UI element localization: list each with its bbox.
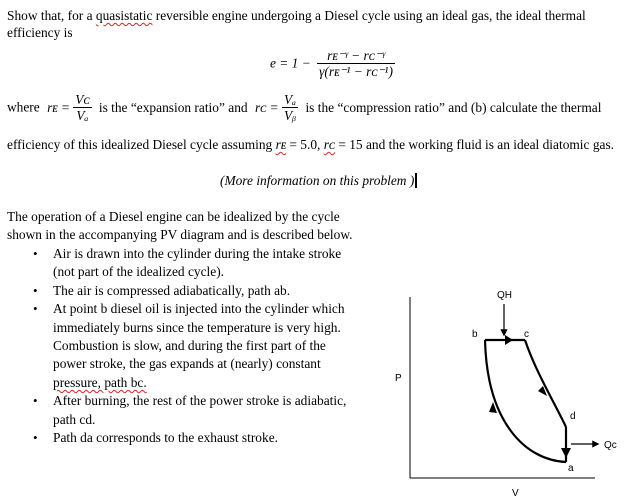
description-line-2: shown in the accompanying PV diagram and is described below. — [7, 227, 353, 242]
list-item: • At point b diesel oil is injected into the cylinder which immediately burns since the temperature is very high. Combustion is slow, and during the first part of the power stroke, the gas expands at (nearly) constant pressure, path bc. — [33, 300, 373, 392]
compression-ratio-text: is the “compression ratio” and (b) calculate the thermal — [305, 99, 602, 115]
re-symbol: rᴇ = — [47, 99, 70, 115]
rc-value-symbol: rᴄ — [323, 137, 335, 152]
efficiency-assumption-line — [7, 136, 614, 153]
where-label: where — [7, 99, 40, 115]
intro-text-rest: reversible engine undergoing a Diesel cycle using an ideal gas, the ideal thermal — [152, 8, 586, 23]
p-axis-label: P — [395, 373, 402, 384]
expansion-ratio-text: is the “expansion ratio” and — [98, 99, 248, 115]
rc-value-text: = 15 and the working fluid is an ideal diatomic gas. — [334, 137, 615, 152]
v-axis-label: V — [512, 488, 519, 499]
point-c-label: c — [524, 329, 529, 340]
more-information-link[interactable] — [220, 172, 417, 189]
list-item: • After burning, the rest of the power stroke is adiabatic, path cd. — [33, 392, 373, 429]
efficiency-formula — [270, 48, 395, 79]
cycle-steps-list — [33, 245, 373, 447]
path-cd — [525, 340, 566, 427]
re-denominator: Vₐ — [76, 108, 89, 123]
bc-arrowhead — [505, 335, 513, 345]
point-d-label: d — [570, 411, 576, 422]
qh-label: QH — [497, 290, 512, 301]
da-arrowhead — [561, 448, 571, 458]
formula-fraction — [317, 48, 395, 79]
assumption-text: efficiency of this idealized Diesel cycle assuming — [7, 137, 276, 152]
re-value: = 5.0, — [286, 137, 324, 152]
rc-fraction — [282, 92, 298, 123]
formula-numerator: rᴇ⁻ᵞ − rᴄ⁻ᵞ — [317, 48, 395, 64]
formula-lhs: e = 1 − — [270, 55, 311, 71]
intro-line-2: efficiency is — [7, 25, 73, 40]
intro-text: Show that, for a — [7, 8, 96, 23]
description-line-1: The operation of a Diesel engine can be idealized by the cycle — [7, 209, 340, 224]
list-item: • Path da corresponds to the exhaust stroke. — [33, 429, 373, 447]
pv-diagram — [385, 282, 635, 500]
list-item: • The air is compressed adiabatically, path ab. — [33, 282, 373, 300]
point-b-label: b — [472, 329, 478, 340]
list-item: • Air is drawn into the cylinder during the intake stroke (not part of the idealized cycle). — [33, 245, 373, 282]
quasistatic-word: quasistatic — [95, 8, 153, 23]
text-cursor — [415, 173, 417, 188]
re-numerator: Vᴄ — [75, 92, 90, 107]
intro-line-1 — [7, 7, 586, 24]
more-information-text: (More information on this problem ) — [220, 173, 415, 188]
rc-denominator: Vᵦ — [284, 108, 297, 123]
rc-numerator: Vₐ — [283, 92, 297, 107]
where-line — [7, 92, 601, 123]
re-value-symbol: rᴇ — [275, 137, 287, 152]
qc-label: Qc — [604, 440, 617, 451]
rc-symbol: rᴄ = — [254, 99, 279, 115]
re-fraction — [73, 92, 91, 123]
point-a-label: a — [568, 463, 574, 474]
formula-denominator: γ(rᴇ⁻¹ − rᴄ⁻¹) — [319, 64, 393, 79]
